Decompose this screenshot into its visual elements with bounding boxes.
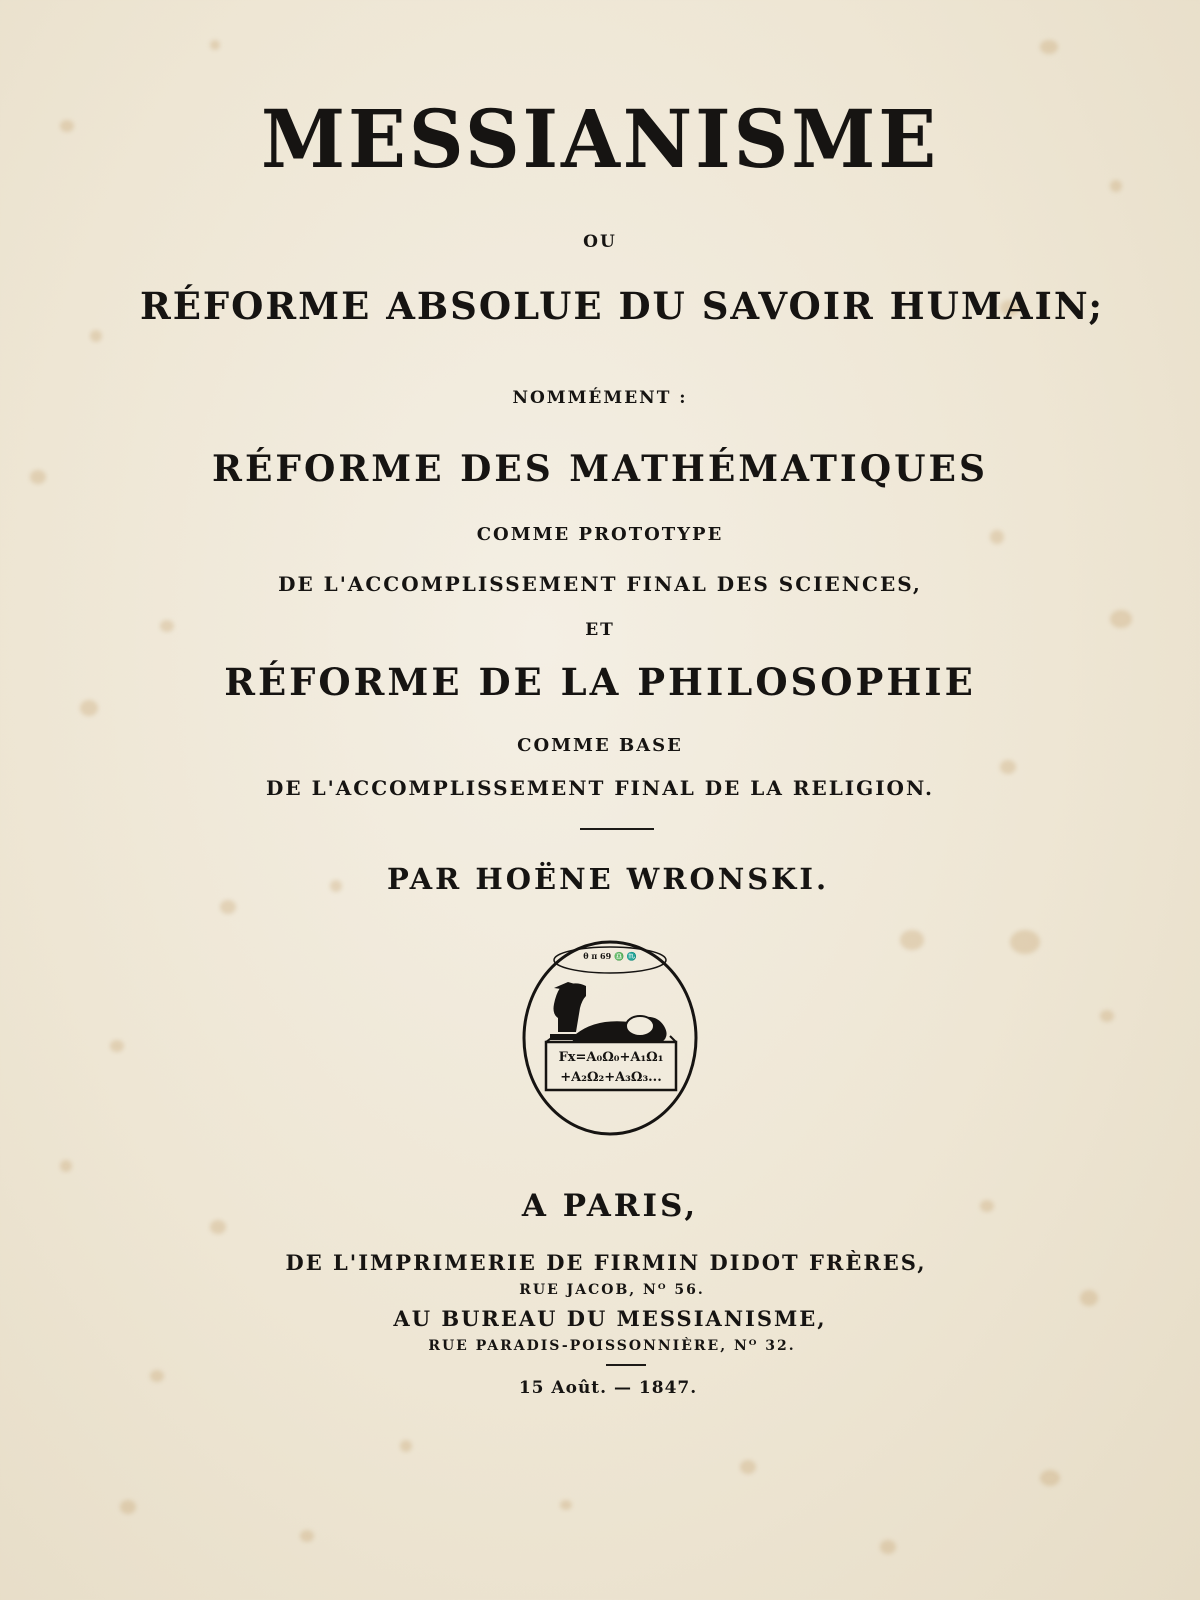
imprint-divider-rule [606,1364,646,1366]
accomplissement-religion-text: DE L'ACCOMPLISSEMENT FINAL DE LA RELIGION. [266,776,934,800]
formula-line-2: +A₂Ω₂+A₃Ω₃... [560,1070,662,1085]
reforme-mathematiques-heading: RÉFORME DES MATHÉMATIQUES [212,448,988,490]
comme-base-text: COMME BASE [517,735,683,756]
sphinx-figure-icon [550,982,667,1042]
divider-rule [580,828,654,830]
imprint-city: A PARIS, [521,1188,699,1224]
book-title: MESSIANISME [260,92,939,186]
author-line: PAR HOËNE WRONSKI. [386,862,830,896]
sphinx-emblem [520,938,700,1138]
comme-prototype-text: COMME PROTOTYPE [476,524,724,545]
imprint-bureau: AU BUREAU DU MESSIANISME, [393,1306,827,1331]
formula-line-1: Fx=A₀Ω₀+A₁Ω₁ [558,1050,664,1065]
nommement-label: NOMMÉMENT : [512,388,688,408]
imprint-bureau-address: RUE PARADIS-POISSONNIÈRE, Nᴼ 32. [428,1338,796,1354]
conjunction-et: ET [585,620,615,640]
accomplissement-sciences-text: DE L'ACCOMPLISSEMENT FINAL DES SCIENCES, [278,572,922,596]
publication-date: 15 Août. — 1847. [518,1378,698,1398]
subtitle: RÉFORME ABSOLUE DU SAVOIR HUMAIN; [139,284,1105,328]
conjunction-ou: OU [583,232,617,252]
emblem-halo-text: θ π 69 ♎ ♏ [583,951,637,961]
imprint-printer: DE L'IMPRIMERIE DE FIRMIN DIDOT FRÈRES, [285,1250,927,1275]
imprint-printer-address: RUE JACOB, Nᴼ 56. [519,1282,705,1298]
reforme-philosophie-heading: RÉFORME DE LA PHILOSOPHIE [224,660,976,704]
